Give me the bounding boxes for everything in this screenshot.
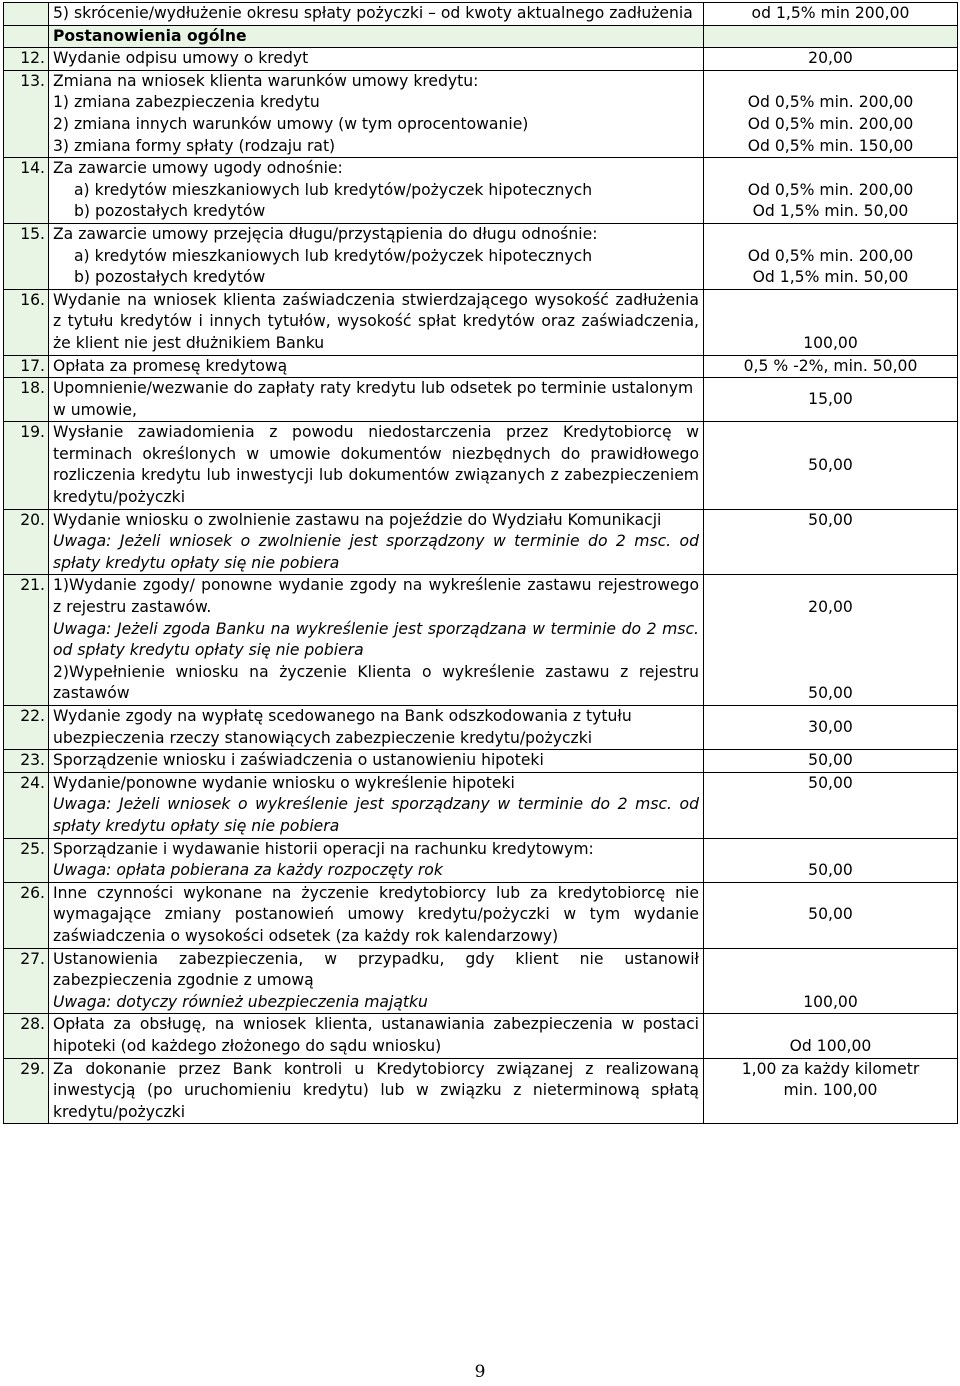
- fee-description: [49, 772, 704, 838]
- section-title: Postanowienia ogólne: [49, 25, 704, 48]
- fee-subitem: b) pozostałych kredytów: [74, 202, 266, 221]
- fee-amount-line: Od 0,5% min. 200,00: [747, 180, 914, 199]
- table-row: [4, 509, 958, 575]
- fee-amount-line: Od 0,5% min. 150,00: [747, 136, 914, 155]
- fee-amount: 50,00: [704, 882, 958, 948]
- fee-amount-line: Od 0,5% min. 200,00: [747, 93, 914, 112]
- row-number: 23.: [4, 750, 49, 773]
- fee-amount-line: 50,00: [808, 684, 853, 703]
- fee-amount: Od 100,00: [704, 1014, 958, 1058]
- row-number: 20.: [4, 509, 49, 575]
- fee-text: 1)Wydanie zgody/ ponowne wydanie zgody na wykreślenie zastawu rejestrowego z rejestru zastawów.: [53, 576, 699, 617]
- row-number: 17.: [4, 355, 49, 378]
- fee-amount-line: min. 100,00: [783, 1081, 878, 1100]
- page-number: 9: [474, 1362, 486, 1382]
- table-row: [4, 706, 958, 750]
- fee-amount: [704, 575, 958, 706]
- fee-text: 2)Wypełnienie wniosku na życzenie Klienta o wykreślenie zastawu z rejestru zastawów: [53, 662, 699, 703]
- fee-amount-line: Od 1,5% min. 50,00: [752, 268, 909, 287]
- table-row: [4, 948, 958, 1014]
- row-number: [4, 3, 49, 26]
- fee-subitem: b) pozostałych kredytów: [74, 268, 266, 287]
- fee-description: Wydanie odpisu umowy o kredyt: [49, 48, 704, 71]
- fee-amount: 50,00: [704, 838, 958, 882]
- table-row: [4, 575, 958, 706]
- fee-description: Wysłanie zawiadomienia z powodu niedostarczenia przez Kredytobiorcę w terminach określonych w umowie dokumentów niezbędnych do prawidłowego rozliczenia kredytu lub inwestycji lub dokumentów związanych z zabezpieczeniem kredytu/pożyczki: [49, 422, 704, 509]
- fee-text: Ustanowienia zabezpieczenia, w przypadku, gdy klient nie ustanowił zabezpieczenia zgodnie z umową: [53, 949, 699, 990]
- fee-note: Uwaga: Jeżeli wniosek o wykreślenie jest sporządzany w terminie do 2 msc. od spłaty kredytu opłaty się nie pobiera: [53, 795, 699, 835]
- table-row: [4, 3, 958, 26]
- fee-description: Opłata za obsługę, na wniosek klienta, ustanawiania zabezpieczenia w postaci hipoteki (od każdego złożonego do sądu wniosku): [49, 1014, 704, 1058]
- row-number: 24.: [4, 772, 49, 838]
- row-number: 22.: [4, 706, 49, 750]
- table-row: [4, 772, 958, 838]
- fee-text: Wydanie wniosku o zwolnienie zastawu na pojeździe do Wydziału Komunikacji: [53, 510, 662, 529]
- fee-note: Uwaga: Jeżeli wniosek o zwolnienie jest sporządzony w terminie do 2 msc. od spłaty kredytu opłaty się nie pobiera: [53, 532, 699, 572]
- fee-description: [49, 158, 704, 224]
- section-header-row: [4, 25, 958, 48]
- fee-amount-line: 1,00 za każdy kilometr: [741, 1059, 920, 1078]
- fee-note: Uwaga: Jeżeli zgoda Banku na wykreślenie jest sporządzana w terminie do 2 msc. od spłaty kredytu opłaty się nie pobiera: [53, 619, 699, 660]
- fee-subitem: 3) zmiana formy spłaty (rodzaju rat): [53, 136, 336, 155]
- row-number: 26.: [4, 882, 49, 948]
- fee-subitem: 1) zmiana zabezpieczenia kredytu: [53, 93, 320, 112]
- fee-amount: 50,00: [704, 422, 958, 509]
- fee-description: [49, 509, 704, 575]
- table-row: [4, 223, 958, 289]
- fee-table: [3, 2, 958, 1124]
- fee-amount: [704, 158, 958, 224]
- table-row: [4, 289, 958, 355]
- fee-intro: Zmiana na wniosek klienta warunków umowy kredytu:: [53, 71, 479, 90]
- row-number: 21.: [4, 575, 49, 706]
- fee-note: Uwaga: dotyczy również ubezpieczenia majątku: [53, 992, 428, 1011]
- fee-text: Wydanie/ponowne wydanie wniosku o wykreślenie hipoteki: [53, 773, 515, 792]
- fee-amount: 30,00: [704, 706, 958, 750]
- fee-description: Upomnienie/wezwanie do zapłaty raty kredytu lub odsetek po terminie ustalonym w umowie,: [49, 378, 704, 422]
- fee-amount: 50,00: [704, 750, 958, 773]
- row-number: 19.: [4, 422, 49, 509]
- row-number: 16.: [4, 289, 49, 355]
- fee-amount: 100,00: [704, 289, 958, 355]
- fee-note: Uwaga: opłata pobierana za każdy rozpoczęty rok: [53, 861, 443, 880]
- fee-amount: od 1,5% min 200,00: [704, 3, 958, 26]
- fee-description: [49, 575, 704, 706]
- table-row: [4, 422, 958, 509]
- fee-amount: [704, 1058, 958, 1124]
- row-number: 28.: [4, 1014, 49, 1058]
- fee-description: 5) skrócenie/wydłużenie okresu spłaty pożyczki – od kwoty aktualnego zadłużenia: [49, 3, 704, 26]
- fee-description: [49, 948, 704, 1014]
- fee-amount: 20,00: [704, 48, 958, 71]
- table-row: [4, 355, 958, 378]
- fee-intro: Za zawarcie umowy ugody odnośnie:: [53, 159, 343, 178]
- fee-amount: [704, 223, 958, 289]
- fee-amount: 100,00: [704, 948, 958, 1014]
- row-number: 14.: [4, 158, 49, 224]
- row-number: 13.: [4, 70, 49, 157]
- row-number: 18.: [4, 378, 49, 422]
- fee-amount-line: Od 0,5% min. 200,00: [747, 114, 914, 133]
- fee-description: Sporządzenie wniosku i zaświadczenia o ustanowieniu hipoteki: [49, 750, 704, 773]
- fee-amount: 15,00: [704, 378, 958, 422]
- fee-description: [49, 838, 704, 882]
- fee-description: Wydanie zgody na wypłatę scedowanego na Bank odszkodowania z tytułu ubezpieczenia rzeczy stanowiących zabezpieczenie kredytu/pożyczki: [49, 706, 704, 750]
- fee-description: Inne czynności wykonane na życzenie kredytobiorcy lub za kredytobiorcę nie wymagające zmiany postanowień umowy kredytu/pożyczki w tym wydanie zaświadczenia o wysokości odsetek (za każdy rok kalendarzowy): [49, 882, 704, 948]
- fee-subitem: a) kredytów mieszkaniowych lub kredytów/pożyczek hipotecznych: [74, 180, 593, 199]
- fee-description: [49, 70, 704, 157]
- fee-description: Opłata za promesę kredytową: [49, 355, 704, 378]
- fee-amount: 50,00: [704, 772, 958, 838]
- fee-amount: 0,5 % -2%, min. 50,00: [704, 355, 958, 378]
- fee-amount-line: 20,00: [808, 598, 853, 617]
- fee-amount-line: Od 0,5% min. 200,00: [747, 246, 914, 265]
- table-row: [4, 1014, 958, 1058]
- fee-amount: [704, 70, 958, 157]
- row-number: 29.: [4, 1058, 49, 1124]
- fee-description: [49, 223, 704, 289]
- fee-subitem: 2) zmiana innych warunków umowy (w tym oprocentowanie): [53, 114, 529, 133]
- row-number: 27.: [4, 948, 49, 1014]
- table-row: [4, 48, 958, 71]
- row-number: 12.: [4, 48, 49, 71]
- table-row: [4, 158, 958, 224]
- fee-amount: 50,00: [704, 509, 958, 575]
- row-number: 15.: [4, 223, 49, 289]
- table-row: [4, 1058, 958, 1124]
- table-row: [4, 70, 958, 157]
- fee-intro: Za zawarcie umowy przejęcia długu/przystąpienia do długu odnośnie:: [53, 224, 598, 243]
- row-number: 25.: [4, 838, 49, 882]
- table-row: [4, 750, 958, 773]
- fee-amount-line: Od 1,5% min. 50,00: [752, 202, 909, 221]
- table-row: [4, 882, 958, 948]
- fee-description: Za dokonanie przez Bank kontroli u Kredytobiorcy związanej z realizowaną inwestycją (po uruchomieniu kredytu) lub w związku z nieterminową spłatą kredytu/pożyczki: [49, 1058, 704, 1124]
- table-row: [4, 378, 958, 422]
- fee-description: Wydanie na wniosek klienta zaświadczenia stwierdzającego wysokość zadłużenia z tytułu kredytów i innych tytułów, wysokość spłat kredytów oraz zaświadczenia, że klient nie jest dłużnikiem Banku: [49, 289, 704, 355]
- table-row: [4, 838, 958, 882]
- fee-subitem: a) kredytów mieszkaniowych lub kredytów/pożyczek hipotecznych: [74, 246, 593, 265]
- fee-text: Sporządzanie i wydawanie historii operacji na rachunku kredytowym:: [53, 839, 594, 858]
